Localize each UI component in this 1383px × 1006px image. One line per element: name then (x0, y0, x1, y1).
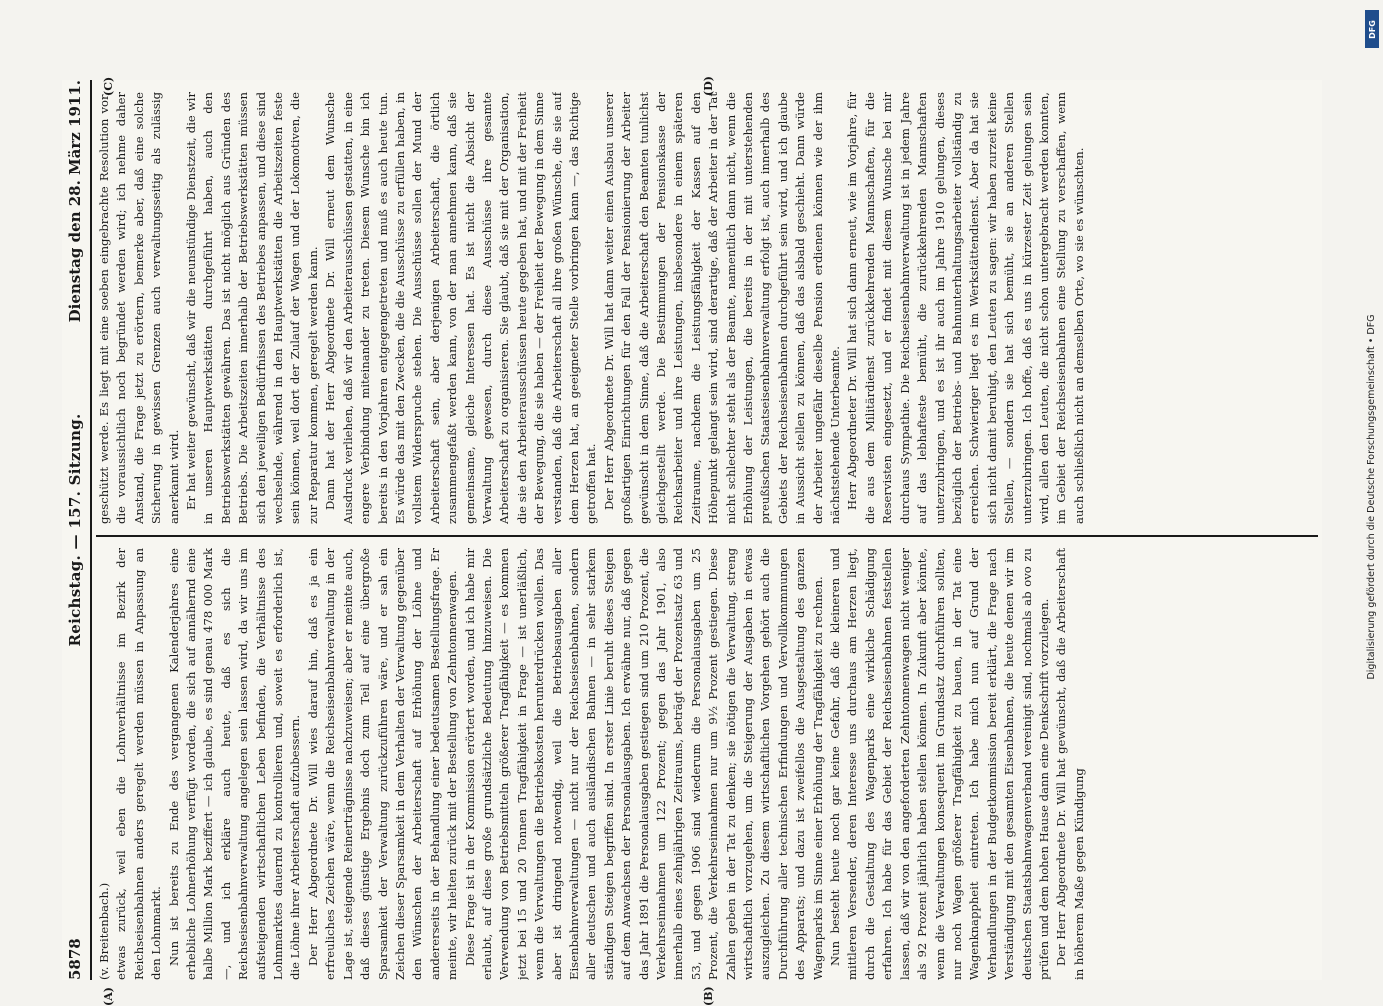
right-paragraph: Er hat weiter gewünscht, daß wir die neunstündige Dienstzeit, die wir in unseren Hauptwerkstätten durchgeführt haben, auch den Betriebswerkstätten gewähren. Das ist nicht möglich aus Gründen des Betriebs. Die Arbeitszeiten innerhalb der Betriebswerkstätten müssen sich den jeweiligen Bedürfnissen des Betriebes anpassen, und diese sind wechselnde, während in den Hauptwerkstätten die Arbeitszeiten feste sein können, weil dort der Zulauf der Wagen und der Lokomotiven, die zur Reparatur kommen, geregelt werden kann. (184, 92, 320, 524)
digitization-credit: Digitalisierung gefördert durch die Deutsche Forschungsgemeinschaft • DFG (1366, 314, 1377, 680)
margin-mark-d: (D) (702, 76, 715, 96)
left-paragraph: etwas zurück, weil eben die Lohnverhältnisse im Bezirk der Reichseisenbahnen anders geregelt werden müssen in Anpassung an den Lohnmarkt. (114, 548, 164, 980)
document-page (62, 76, 1322, 1006)
margin-mark-a: (A) (102, 987, 115, 1006)
left-paragraph: Nun besteht heute noch gar keine Gefahr, daß die kleineren und mittleren Versender, deren Interesse uns durchaus am Herzen liegt, durch die Gestaltung des Wagenparks eine wirkliche Schädigung erfahren. Ich habe für das Gebiet der Reichseisenbahnen feststellen lassen, daß wir von den angeforderten Zehntonnenwagen nicht weniger als 92 Prozent jährlich haben stellen können. In Zukunft aber könnte, wenn die Verwaltungen konsequent im Grundsatz durchführen sollten, nur noch Wagen größerer Tragfähigkeit zu bauen, in der Tat eine Wagenknappheit eintreten. Ich habe mich nun auf Grund der Verhandlungen in der Budgetkommission bereit erklärt, die Frage nach Verständigung mit den gesamten Eisenbahnen, die heute denen wir im deutschen Staatsbahnwagenverband vereinigt sind, nochmals ab ovo zu prüfen und dem hohen Hause dann eine Denkschrift vorzulegen. (828, 548, 1051, 980)
left-column (96, 548, 1318, 980)
right-paragraph: Herr Abgeordneter Dr. Will hat sich dann erneut, wie im Vorjahre, für die aus dem Militärdienst zurückkehrenden Mannschaften, für die Reservisten eingesetzt, und er findet mit diesem Wunsche bei mir durchaus Sympathie. Die Reichseisenbahnverwaltung ist in jedem Jahre auf das lebhafteste bemüht, die zurückkehrenden Mannschaften unterzubringen, und es ist ihr auch im Jahre 1910 gelungen, dieses bezüglich der Betriebs- und Bahnunterhaltungsarbeiter vollständig zu erreichen. Schwieriger liegt es im Werkstättendienst. Aber da hat sie sich nicht damit beruhigt, den Leuten zu sagen: wir haben zurzeit keine Stellen, — sondern sie hat sich bemüht, sie an anderen Stellen unterzubringen. Ich hoffe, daß es uns in kürzester Zeit gelungen sein wird, allen den Leuten, die nicht schon untergebracht werden konnten, im Gebiet der Reichseisenbahnen eine Stellung zu verschaffen, wenn auch schließlich nicht an demselben Orte, wo sie es wünschten. (845, 92, 1086, 524)
dfg-logo (1365, 10, 1379, 48)
right-paragraph: Der Herr Abgeordnete Dr. Will hat dann weiter einen Ausbau unserer großartigen Einrichtungen für den Fall der Pensionierung der Arbeiter gewünscht in dem Sinne, daß die Arbeiterschaft den Beamten tunlichst gleichgestellt werde. Die Bestimmungen der Pensionskasse der Reichsarbeiter und ihre Leistungen, insbesondere in einem späteren Zeitraume, nachdem die Leistungsfähigkeit der Kassen auf den Höhepunkt gelangt sein wird, sind derartige, daß der Arbeiter in der Tat nicht schlechter steht als der Beamte, namentlich dann nicht, wenn die Erhöhung der Leistungen, die bereits in der mit unterstehenden preußischen Staatseisenbahnverwaltung erfolgt ist, auch innerhalb des Gebiets der Reichseisenbahnen durchgeführt sein wird, und ich glaube in Aussicht stellen zu können, daß das alsbald geschieht. Dann würde der Arbeiter ungefähr dieselbe Pension erdienen können wie der ihm nächststehende Unterbeamte. (601, 92, 843, 524)
margin-mark-c: (C) (102, 76, 115, 96)
digitization-sidebar (1363, 10, 1379, 970)
column-divider (96, 535, 1318, 537)
speaker-tag: (v. Breitenbach.) (97, 882, 111, 980)
right-paragraph: Dann hat der Herr Abgeordnete Dr. Will erneut dem Wunsche Ausdruck verliehen, daß wir den Arbeiterausschüssen gestatten, in eine engere Verbindung miteinander zu treten. Diesem Wunsche bin ich bereits in den Vorjahren entgegengetreten und muß es auch heute tun. Es würde das mit den Zwecken, die die Ausschüsse zu erfüllen haben, in vollstem Widerspruche stehen. Die Ausschüsse sollen der Mund der Arbeiterschaft sein, aber derjenigen Arbeiterschaft, die örtlich zusammengefaßt werden kann, von der man annehmen kann, daß sie gemeinsame, gleiche Interessen hat. Es ist nicht die Absicht der Verwaltung gewesen, durch diese Ausschüsse ihre gesamte Arbeiterschaft zu organisieren. Sie glaubt, daß sie mit der Organisation, die sie den Arbeiterausschüssen heute gegeben hat, und mit der Freiheit der Bewegung, die sie haben — der Freiheit der Bewegung in dem Sinne verstanden, daß die Arbeiterschaft all ihre großen Wünsche, die sie auf dem Herzen hat, an geeigneter Stelle vorbringen kann —, das Richtige getroffen hat. (323, 92, 599, 524)
left-paragraph: Nun ist bereits zu Ende des vergangenen Kalenderjahres eine erhebliche Lohnerhöhung verfügt worden, die sich auf annähernd eine halbe Million Mark beziffert — ich glaube, es sind genau 478 000 Mark —, und ich erkläre auch heute, daß es sich die Reichseisenbahnverwaltung angelegen sein lassen wird, da wir uns im aufsteigenden wirtschaftlichen Leben befinden, die Verhältnisse des Lohnmarktes dauernd zu kontrollieren und, soweit es erforderlich ist, die Löhne ihrer Arbeiterschaft aufzubessern. (166, 548, 303, 980)
margin-mark-b: (B) (702, 986, 715, 1006)
page-number: 5878 (66, 938, 84, 980)
left-paragraph: Der Herr Abgeordnete Dr. Will wies darauf hin, daß es ja ein erfreuliches Zeichen wäre, wenn die Reichseisenbahnverwaltung in der Lage ist, steigende Reinerträgnisse nachzuweisen; aber er meinte auch, daß dieses günstige Ergebnis doch zum Teil auf eine übergroße Sparsamkeit der Verwaltung zurückzuführen wäre, und er sah ein Zeichen dieser Sparsamkeit in dem Verhalten der Verwaltung gegenüber den Wünschen der Arbeiterschaft auf Erhöhung der Löhne und andererseits in der Behandlung einer bedeutsamen Bestellungsfrage. Er meinte, wir hielten zurück mit der Bestellung von Zehntonnenwagen. (305, 548, 460, 980)
right-paragraph: geschützt werde. Es liegt mit eine soeben eingebrachte Resolution vor, die voraussichtlich noch begründet werden wird; ich nehme daher Anstand, die Frage jetzt zu erörtern, bemerke aber, daß eine solche Sicherung in gewissen Grenzen auch verwaltungsseitig als zulässig anerkannt wird. (97, 92, 181, 524)
right-column (96, 92, 1318, 524)
page-date: Dienstag den 28. März 1911. (66, 80, 84, 323)
page-title: Reichstag. — 157. Sitzung. (66, 413, 84, 647)
page-header (62, 80, 92, 980)
left-paragraph: Der Herr Abgeordnete Dr. Will hat gewünscht, daß die Arbeiterschaft in höherem Maße gegen Kündigung (1054, 548, 1086, 980)
left-paragraph: Diese Frage ist in der Kommission erörtert worden, und ich habe mir erlaubt, auf diese große grundsätzliche Bedeutung hinzuweisen. Die Verwendung von Betriebsmitteln größerer Tragfähigkeit — es kommen jetzt bei 15 und 20 Tonnen Tragfähigkeit in Frage — ist unerläßlich, wenn die Verwaltungen die Betriebskosten herunterdrücken wollen. Das aber ist dringend notwendig, weil die Betriebsausgaben aller Eisenbahnverwaltungen — nicht nur der Reichseisenbahnen, sondern aller deutschen und auch ausländischen Bahnen — in sehr starkem ständigen Steigen begriffen sind. In erster Linie beruht dieses Steigen auf dem Anwachsen der Personalausgaben. Ich erwähne nur, daß gegen das Jahr 1891 die Personalausgaben gestiegen sind um 210 Prozent, die Verkehrseinnahmen um 122 Prozent; gegen das Jahr 1901, also innerhalb eines zehnjährigen Zeitraums, beträgt der Prozentsatz 63 und 53, und gegen 1906 sind wiederum die Personalausgaben um 25 Prozent, die Verkehrseinnahmen nur um 9½ Prozent gestiegen. Diese Zahlen geben in der Tat zu denken; sie nötigen die Verwaltung, streng wirtschaftlich vorzugehen, um die Steigerung der Ausgaben in etwas auszugleichen. Zu diesem wirtschaftlichen Vorgehen gehört auch die Durchführung aller technischen Erfindungen und Vervollkommnungen des Apparats; und dazu ist zweifellos die Ausgestaltung des ganzen Wagenparks im Sinne einer Erhöhung der Tragfähigkeit zu rechnen. (462, 548, 825, 980)
dfg-logo-text: DFG (1367, 19, 1377, 39)
